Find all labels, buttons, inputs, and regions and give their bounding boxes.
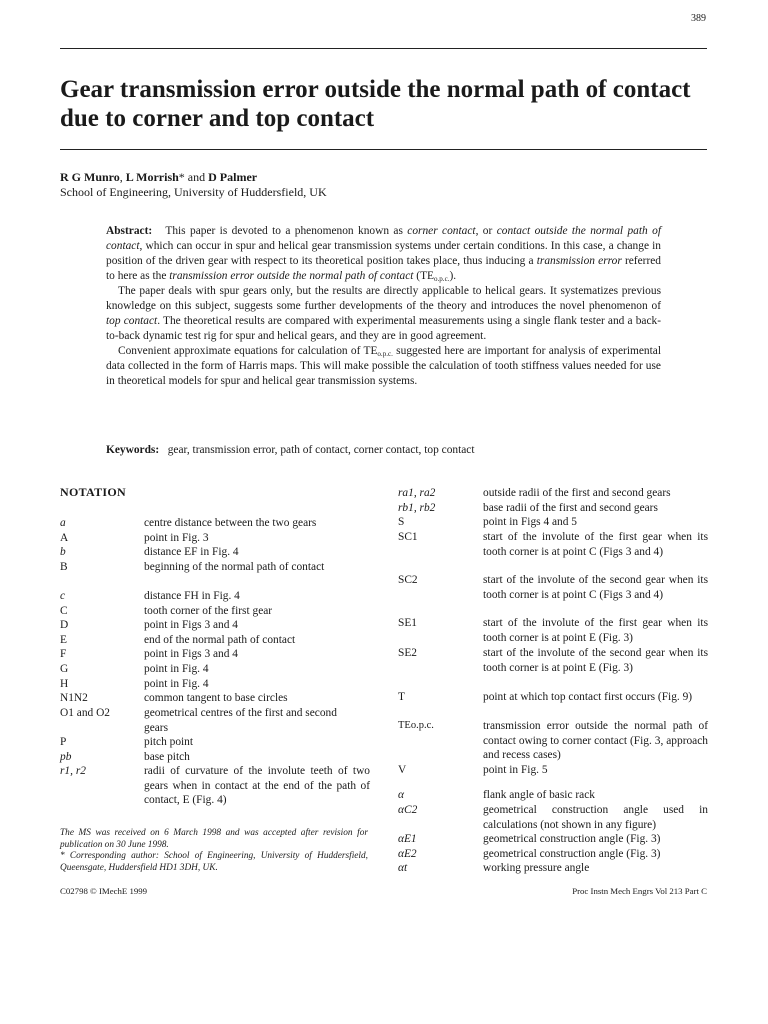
notation-definition: geometrical centres of the first and second gears <box>144 707 337 734</box>
abstract-text: suggested here are important for analysis of experimental data collected in the form of Harris maps. This will make possible the calculation of tooth stiffness values needed for use in theoretical models for spur and helical gear transmission systems. <box>106 345 661 387</box>
abstract-text: referred to here as the <box>106 255 661 282</box>
abstract-label: Abstract: <box>106 225 153 237</box>
abstract-subscript: o.p.c. <box>434 275 450 284</box>
notation-symbol: H <box>60 678 69 690</box>
notation-symbol: D <box>60 619 69 631</box>
notation-symbol: SE2 <box>398 647 417 659</box>
notation-symbol: G <box>60 663 69 675</box>
notation-symbol: αt <box>398 862 408 874</box>
abstract-text: The paper deals with spur gears only, but the results are directly applicable to helical gears. It systematizes previous knowledge on this subject, suggests some further developments of the theory and introduces the novel phenomenon of <box>106 285 661 312</box>
notation-symbol: N1N2 <box>60 692 88 704</box>
notation-definition: point in Figs 3 and 4 <box>144 619 238 631</box>
notation-definition: beginning of the normal path of contact <box>144 561 325 573</box>
notation-definition: point in Fig. 4 <box>144 663 209 675</box>
abstract-subscript: o.p.c. <box>377 350 393 359</box>
notation-definition: base radii of the first and second gears <box>483 502 658 514</box>
notation-definition: centre distance between the two gears <box>144 517 317 529</box>
keywords <box>106 443 666 458</box>
notation-symbol: TEo.p.c. <box>398 720 434 731</box>
notation-symbol: αE1 <box>398 833 417 845</box>
page-number: 389 <box>691 13 706 24</box>
received-note: The MS was received on 6 March 1998 and was accepted after revision for publication on 30 June 1998. <box>60 828 368 850</box>
footnote <box>60 828 368 874</box>
notation-symbol: αC2 <box>398 804 418 816</box>
notation-definition: start of the involute of the second gear when its tooth corner is at point E (Fig. 3) <box>483 647 708 674</box>
notation-symbol: SC1 <box>398 531 418 543</box>
abstract-paragraph <box>106 224 661 284</box>
author-separator: , <box>119 170 126 184</box>
abstract-paragraph <box>106 344 661 389</box>
abstract-italic: top contact <box>106 315 158 327</box>
corresponding-author-note: * Corresponding author: School of Engineering, University of Huddersfield, Queensgate, Huddersfield HD1 3DH, UK. <box>60 851 368 873</box>
notation-definition: point in Fig. 5 <box>483 764 548 776</box>
abstract-italic: transmission error <box>536 255 622 267</box>
notation-symbol: SC2 <box>398 574 418 586</box>
notation-definition: flank angle of basic rack <box>483 789 595 801</box>
notation-definition: tooth corner of the first gear <box>144 605 273 617</box>
abstract-text: ). <box>449 270 457 282</box>
notation-symbol: E <box>60 634 67 646</box>
notation-definition: transmission error outside the normal path of contact owing to corner contact (Fig. 3, approach and recess cases) <box>483 720 708 762</box>
paper-title: Gear transmission error outside the normal path of contact due to corner and top contact <box>60 76 691 132</box>
abstract-text: , which can occur in spur and helical gear transmission systems under certain conditions. In this case, a change in position of the driven gear with respect to its theoretical position takes place, thus inducing a <box>106 240 661 267</box>
notation-symbol: r1, r2 <box>60 765 86 777</box>
notation-symbol: F <box>60 648 67 660</box>
abstract-text: (TE <box>413 270 434 282</box>
abstract-italic: contact outside the normal path of contact <box>106 225 661 252</box>
notation-definition: pitch point <box>144 736 194 748</box>
notation-symbol: O1 and O2 <box>60 707 110 719</box>
author-name: L Morrish <box>125 170 179 184</box>
notation-symbol: SE1 <box>398 617 417 629</box>
notation-symbol: b <box>60 546 66 558</box>
abstract-italic: transmission error outside the normal path of contact <box>169 270 414 282</box>
notation-definition: start of the involute of the first gear when its tooth corner is at point E (Fig. 3) <box>483 617 708 644</box>
abstract-text: , or <box>475 225 497 237</box>
title-rule <box>60 149 707 150</box>
notation-definition: point in Fig. 4 <box>144 678 209 690</box>
abstract-text: . The theoretical results are compared with experimental measurements using a single flank tester and a back-to-back dynamic test rig for spur and helical gears, and they are in good agreement. <box>106 315 661 342</box>
notation-definition: distance EF in Fig. 4 <box>144 546 239 558</box>
notation-definition: start of the involute of the second gear when its tooth corner is at point C (Figs 3 and 4) <box>483 574 708 601</box>
notation-definition: working pressure angle <box>483 862 590 874</box>
notation-definition: point at which top contact first occurs (Fig. 9) <box>483 691 693 703</box>
notation-definition: radii of curvature of the involute teeth of two gears when in contact at the end of the path of contact, E (Fig. 4) <box>144 765 370 807</box>
notation-symbol: c <box>60 590 66 602</box>
author-separator: * and <box>178 170 209 184</box>
notation-symbol: B <box>60 561 68 573</box>
notation-definition: outside radii of the first and second gears <box>483 487 671 499</box>
author-name: R G Munro <box>60 170 120 184</box>
notation-symbol: V <box>398 764 407 776</box>
keywords-text: gear, transmission error, path of contact, corner contact, top contact <box>167 444 475 456</box>
notation-symbol: C <box>60 605 68 617</box>
notation-symbol: rb1, rb2 <box>398 502 436 514</box>
notation-heading: NOTATION <box>60 485 126 499</box>
abstract-text: Convenient approximate equations for calculation of TE <box>118 345 378 357</box>
notation-symbol: ra1, ra2 <box>398 487 436 499</box>
journal-footer: Proc Instn Mech Engrs Vol 213 Part C <box>572 886 707 896</box>
abstract-paragraph <box>106 284 661 344</box>
notation-definition: common tangent to base circles <box>144 692 288 704</box>
author-names <box>60 170 327 185</box>
keywords-label: Keywords: <box>106 444 160 456</box>
notation-symbol: αE2 <box>398 848 417 860</box>
abstract-italic: corner contact <box>407 225 476 237</box>
notation-symbol: a <box>60 517 66 529</box>
affiliation: School of Engineering, University of Huddersfield, UK <box>60 185 327 199</box>
notation-definition: base pitch <box>144 751 190 763</box>
notation-definition: geometrical construction angle used in calculations (not shown in any figure) <box>483 804 708 831</box>
copyright-footer: C02798 © IMechE 1999 <box>60 886 148 896</box>
abstract-text: This paper is devoted to a phenomenon known as <box>165 225 408 237</box>
author-name: D Palmer <box>208 170 258 184</box>
notation-definition: geometrical construction angle (Fig. 3) <box>483 833 661 845</box>
notation-definition: geometrical construction angle (Fig. 3) <box>483 848 661 860</box>
notation-definition: start of the involute of the first gear when its tooth corner is at point C (Figs 3 and 4) <box>483 531 708 558</box>
notation-symbol: S <box>398 516 405 528</box>
notation-definition: distance FH in Fig. 4 <box>144 590 240 602</box>
notation-symbol: A <box>60 532 69 544</box>
notation-definition: point in Fig. 3 <box>144 532 209 544</box>
notation-definition: point in Figs 4 and 5 <box>483 516 577 528</box>
author-block <box>60 170 327 200</box>
notation-definition: end of the normal path of contact <box>144 634 296 646</box>
notation-symbol: T <box>398 691 405 703</box>
notation-symbol: α <box>398 789 404 801</box>
notation-definition: point in Figs 3 and 4 <box>144 648 238 660</box>
top-rule <box>60 48 707 49</box>
notation-symbol: pb <box>60 751 72 763</box>
notation-symbol: P <box>60 736 67 748</box>
abstract <box>106 224 661 389</box>
